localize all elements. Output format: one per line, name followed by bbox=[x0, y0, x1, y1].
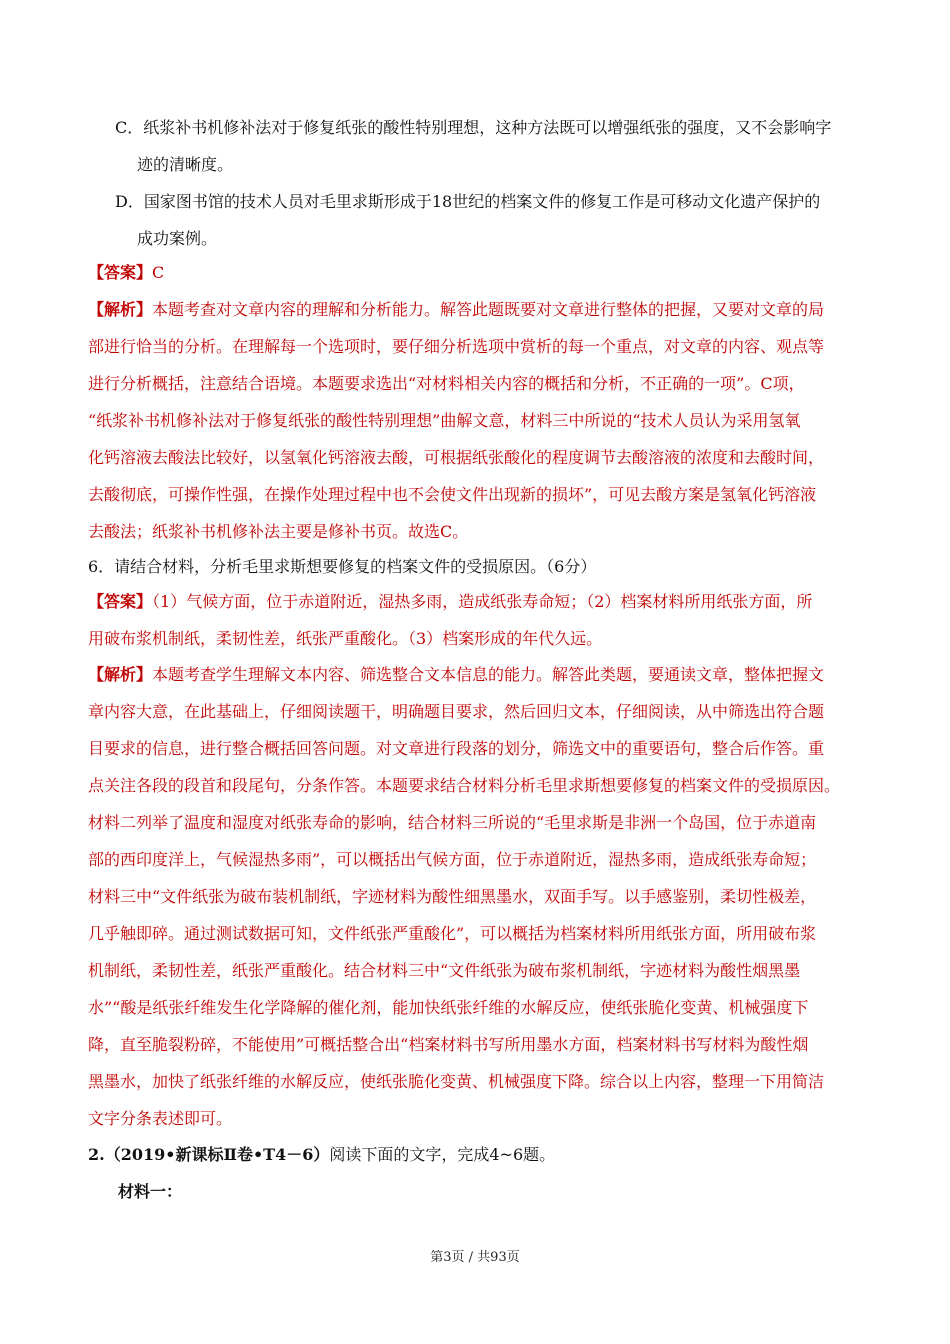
q6-analysis-line-7: 材料三中“文件纸张为破布装机制纸，字迹材料为酸性细黑墨水，双面手写。以手感鉴别，柔切性极差， bbox=[88, 887, 817, 906]
option-c-line-1: C．纸浆补书机修补法对于修复纸张的酸性特别理想，这种方法既可以增强纸张的强度，又不会影响字 bbox=[115, 118, 832, 137]
q6-analysis-line-8: 几乎触即碎。通过测试数据可知，文件纸张严重酸化”，可以概括为档案材料所用纸张方面，所用破布浆 bbox=[88, 924, 817, 943]
q5-analysis-line-2: 部进行恰当的分析。在理解每一个选项时，要仔细分析选项中赏析的每一个重点，对文章的内容、观点等 bbox=[88, 337, 825, 356]
q6-analysis-line-3: 目要求的信息，进行整合概括回答问题。对文章进行段落的划分，筛选文中的重要语句，整合后作答。重 bbox=[88, 739, 825, 758]
q6-analysis-line-5: 材料二列举了温度和湿度对纸张寿命的影响，结合材料三所说的“毛里求斯是非洲一个岛国，位于赤道南 bbox=[88, 813, 817, 832]
question-2-text: 阅读下面的文字，完成4~6题。 bbox=[329, 1145, 556, 1164]
answer-tag: 【答案】 bbox=[88, 592, 153, 611]
q6-analysis-line-1: 【解析】本题考查学生理解文本内容、筛选整合文本信息的能力。解答此类题，要通读文章，整体把握文 bbox=[88, 665, 825, 684]
option-c-line-2: 迹的清晰度。 bbox=[137, 155, 234, 174]
q6-analysis-line-2: 章内容大意，在此基础上，仔细阅读题干，明确题目要求，然后回归文本，仔细阅读，从中筛选出符合题 bbox=[88, 702, 825, 721]
q6-answer-line-2: 用破布浆机制纸，柔韧性差，纸张严重酸化。（3）档案形成的年代久远。 bbox=[88, 629, 603, 648]
question-6: 6．请结合材料，分析毛里求斯想要修复的档案文件的受损原因。（6分） bbox=[88, 557, 597, 576]
analysis-tag: 【解析】 bbox=[88, 300, 153, 319]
q6-analysis-line-12: 黑墨水，加快了纸张纤维的水解反应，使纸张脆化变黄、机械强度下降。综合以上内容，整理一下用简洁 bbox=[88, 1072, 825, 1091]
q6-analysis-line-11: 降，直至脆裂粉碎，不能使用”可概括整合出“档案材料书写所用墨水方面，档案材料书写材料为酸性烟 bbox=[88, 1035, 809, 1054]
q5-analysis-line-1: 【解析】本题考查对文章内容的理解和分析能力。解答此题既要对文章进行整体的把握，又要对文章的局 bbox=[88, 300, 825, 319]
q6-analysis-line-6: 部的西印度洋上，气候湿热多雨”，可以概括出气候方面，位于赤道附近，湿热多雨，造成纸张寿命短； bbox=[88, 850, 817, 869]
answer-tag: 【答案】 bbox=[88, 263, 153, 282]
q5-analysis-line-5: 化钙溶液去酸法比较好，以氢氧化钙溶液去酸，可根据纸张酸化的程度调节去酸溶液的浓度和去酸时间， bbox=[88, 448, 825, 467]
material-one-label: 材料一： bbox=[118, 1182, 183, 1201]
q6-analysis-line-10: 水”“酸是纸张纤维发生化学降解的催化剂，能加快纸张纤维的水解反应，使纸张脆化变黄、机械强度下 bbox=[88, 998, 809, 1017]
option-d-line-1: D．国家图书馆的技术人员对毛里求斯形成于18世纪的档案文件的修复工作是可移动文化遗产保护的 bbox=[115, 192, 821, 211]
question-2-source: 2.（2019•新课标Ⅱ卷•T4－6） bbox=[88, 1145, 330, 1164]
answer-text: C bbox=[152, 263, 165, 282]
q5-analysis-line-7: 去酸法；纸浆补书机修补法主要是修补书页。故选C。 bbox=[88, 522, 469, 541]
q6-analysis-line-13: 文字分条表述即可。 bbox=[88, 1109, 233, 1128]
q6-answer-line-1: 【答案】（1）气候方面，位于赤道附近，湿热多雨，造成纸张寿命短；（2）档案材料所用纸张方面，所 bbox=[88, 592, 813, 611]
page-footer: 第3页 / 共93页 bbox=[430, 1250, 520, 1265]
q6-analysis-line-4: 点关注各段的段首和段尾句，分条作答。本题要求结合材料分析毛里求斯想要修复的档案文件的受损原因。 bbox=[88, 776, 841, 795]
q5-answer bbox=[88, 262, 164, 284]
q6-analysis-line-9: 机制纸，柔韧性差，纸张严重酸化。结合材料三中“文件纸张为破布浆机制纸，字迹材料为酸性烟黑墨 bbox=[88, 961, 801, 980]
question-2-heading bbox=[88, 1144, 555, 1166]
q5-analysis-line-4: “纸浆补书机修补法对于修复纸张的酸性特别理想”曲解文意，材料三中所说的“技术人员认为采用氢氧 bbox=[88, 411, 801, 430]
q5-analysis-line-3: 进行分析概括，注意结合语境。本题要求选出“对材料相关内容的概括和分析，不正确的一项”。C项， bbox=[88, 374, 805, 393]
analysis-tag: 【解析】 bbox=[88, 665, 153, 684]
option-d-line-2: 成功案例。 bbox=[137, 229, 218, 248]
q5-analysis-line-6: 去酸彻底，可操作性强，在操作处理过程中也不会使文件出现新的损坏”，可见去酸方案是氢氧化钙溶液 bbox=[88, 485, 817, 504]
